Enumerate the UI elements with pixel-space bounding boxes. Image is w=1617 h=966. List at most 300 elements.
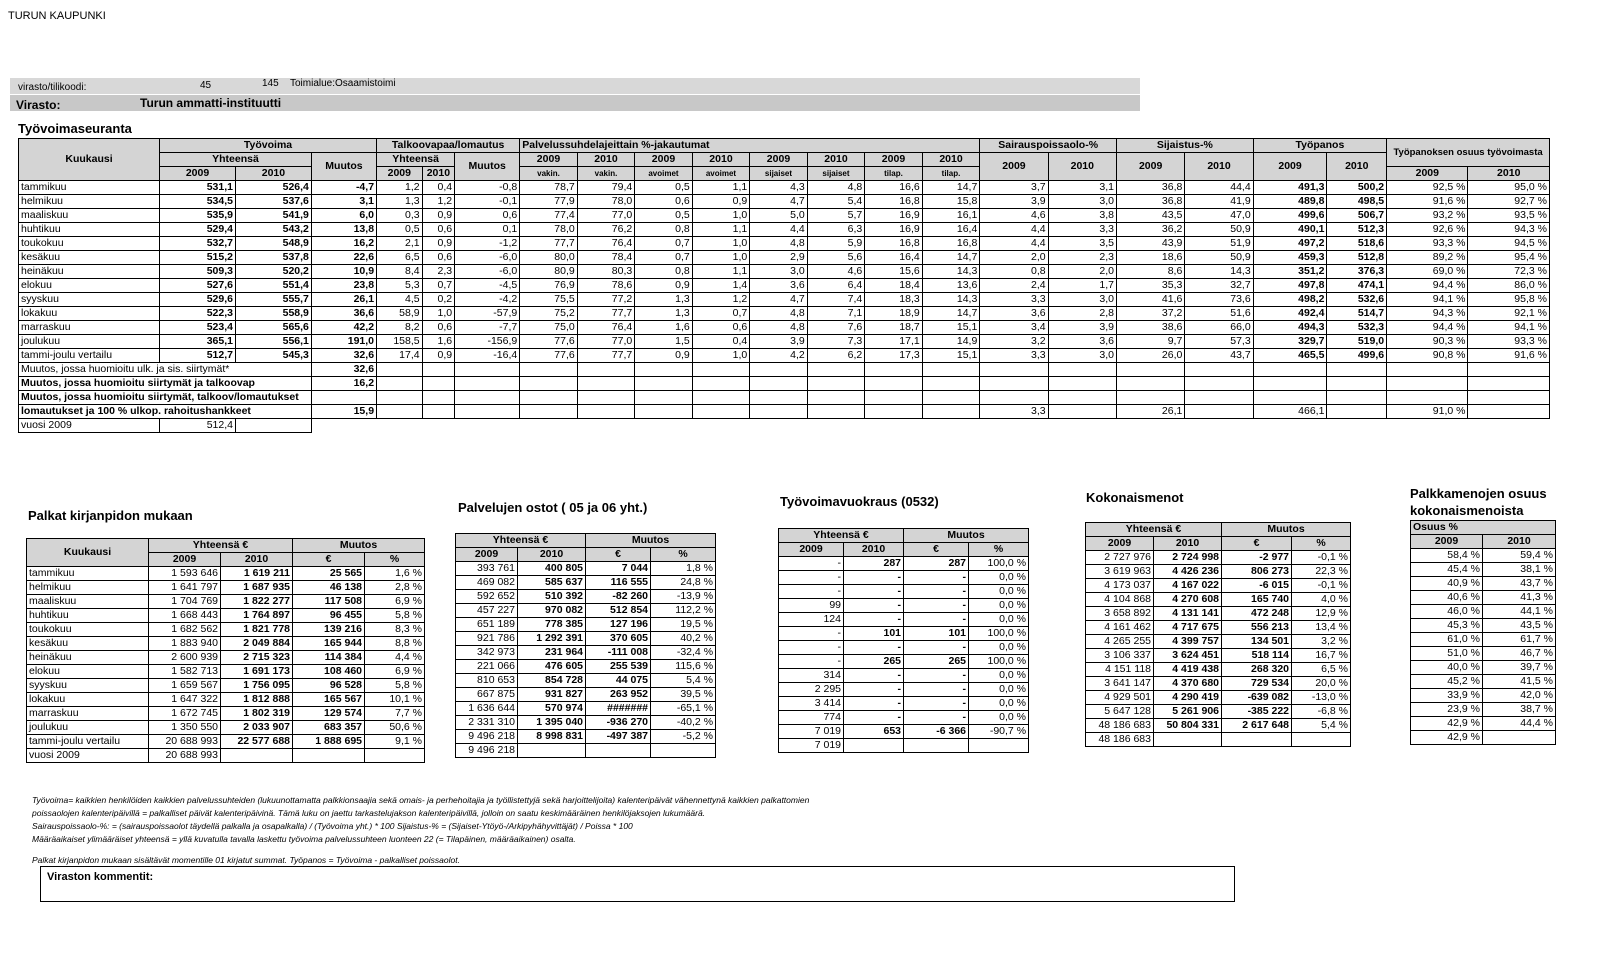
palkat-cell: 1 888 695 <box>293 735 365 749</box>
palkat-cell: 4,4 % <box>365 651 425 665</box>
menot-cell: -0,1 % <box>1292 579 1351 593</box>
palkat-cell: 50,6 % <box>365 721 425 735</box>
osuus-cell: 42,0 % <box>1483 689 1556 703</box>
main-cell: -57,9 <box>455 307 520 321</box>
main-cell: 1,1 <box>692 223 750 237</box>
palkat-row <box>27 609 425 623</box>
vuokraus-cell: - <box>904 599 969 613</box>
main-cell: 16,9 <box>865 223 923 237</box>
ostot-cell: 24,8 % <box>651 576 716 590</box>
vuokraus-cell: 774 <box>779 711 844 725</box>
main-cell: 0,8 <box>635 265 693 279</box>
menot-cell: 4 399 757 <box>1154 635 1222 649</box>
palkat-th-yht: Yhteensä € <box>149 539 293 553</box>
th-sair-2009: 2009 <box>980 153 1048 181</box>
ostot-cell: 476 605 <box>518 660 586 674</box>
ostot-cell: -5,2 % <box>651 730 716 744</box>
palkat-row <box>27 623 425 637</box>
main-cell: 491,3 <box>1253 181 1327 195</box>
main-cell: 43,7 <box>1185 349 1253 363</box>
main-cell: 0,9 <box>635 349 693 363</box>
main-cell: 18,9 <box>865 307 923 321</box>
main-cell: 76,4 <box>577 237 635 251</box>
vuokraus-cell: - <box>844 683 904 697</box>
main-cell: 72,3 % <box>1468 265 1550 279</box>
extra-cell <box>865 377 923 391</box>
main-cell: 0,5 <box>635 209 693 223</box>
extra-cell <box>692 405 750 419</box>
main-cell: 18,7 <box>865 321 923 335</box>
main-cell: 80,3 <box>577 265 635 279</box>
footnote-4: Määräaikaiset ylimääräiset yhteensä = yllä kuvatulla tavalla laskettu työvoima palvelussuhteen luonteen 22 (= Tilapäinen, määräaikainen) osalta. <box>32 834 576 844</box>
main-row <box>19 335 1550 349</box>
palkat-cell: 1 821 778 <box>221 623 293 637</box>
palkat-row <box>27 581 425 595</box>
main-cell: 4,2 <box>750 349 808 363</box>
main-cell: 0,7 <box>635 251 693 265</box>
main-cell: -0,1 <box>455 195 520 209</box>
main-cell: 4,4 <box>750 223 808 237</box>
extra-cell <box>1048 405 1116 419</box>
ostot-cell: 8 998 831 <box>518 730 586 744</box>
menot-row <box>1086 607 1351 621</box>
ostot-cell: 127 196 <box>586 618 651 632</box>
osuus-cell: 44,4 % <box>1483 717 1556 731</box>
main-cell: 17,3 <box>865 349 923 363</box>
extra-cell <box>520 391 578 405</box>
extra-cell <box>635 377 693 391</box>
palkat-th-2010: 2010 <box>221 553 293 567</box>
main-cell: 43,5 <box>1116 209 1184 223</box>
main-cell: 4,8 <box>750 321 808 335</box>
main-cell: 558,9 <box>235 307 311 321</box>
palkat-cell: 165 567 <box>293 693 365 707</box>
ostot-cell: 5,4 % <box>651 674 716 688</box>
palkat-cell: 1 582 713 <box>149 665 221 679</box>
osuus-cell: 33,9 % <box>1411 689 1483 703</box>
main-cell: 519,0 <box>1327 335 1387 349</box>
th-tp-2009: 2009 <box>1253 153 1327 181</box>
vuokraus-table <box>778 528 1029 753</box>
extra-cell <box>455 391 520 405</box>
main-row-label: maaliskuu <box>19 209 160 223</box>
main-cell: 474,1 <box>1327 279 1387 293</box>
palkat-cell: maaliskuu <box>27 595 149 609</box>
palkat-cell: 96 455 <box>293 609 365 623</box>
main-cell: 191,0 <box>311 335 376 349</box>
main-cell: 92,5 % <box>1387 181 1468 195</box>
menot-cell: 4 370 680 <box>1154 677 1222 691</box>
th-vakin-2009: 2009 <box>520 153 578 167</box>
vuokraus-row <box>779 613 1029 627</box>
main-cell: 51,6 <box>1185 307 1253 321</box>
palkat-cell: 1,6 % <box>365 567 425 581</box>
main-cell: 9,7 <box>1116 335 1184 349</box>
main-cell: 555,7 <box>235 293 311 307</box>
menot-cell: 518 114 <box>1222 649 1292 663</box>
virasto-name: Turun ammatti-instituutti <box>140 96 282 110</box>
main-cell: 1,3 <box>635 307 693 321</box>
main-cell: 92,6 % <box>1387 223 1468 237</box>
main-cell: 4,6 <box>980 209 1048 223</box>
palkat-cell: 117 508 <box>293 595 365 609</box>
osuus-cell: 46,0 % <box>1411 605 1483 619</box>
main-cell: 41,9 <box>1185 195 1253 209</box>
osuus-cell: 58,4 % <box>1411 549 1483 563</box>
main-cell: 0,6 <box>422 223 455 237</box>
palkat-cell: toukokuu <box>27 623 149 637</box>
palkat-cell: 1 647 322 <box>149 693 221 707</box>
ostot-cell: 510 392 <box>518 590 586 604</box>
palkat-cell: 20 688 993 <box>149 735 221 749</box>
extra-cell <box>377 363 423 377</box>
extra-cell <box>1185 377 1253 391</box>
palkat-cell: 1 682 562 <box>149 623 221 637</box>
main-cell: 15,1 <box>922 349 980 363</box>
main-cell: 76,4 <box>577 321 635 335</box>
th-tk-2010: 2010 <box>422 167 455 181</box>
main-cell: 3,3 <box>1048 223 1116 237</box>
vuokraus-cell: 100,0 % <box>969 627 1029 641</box>
main-cell: 77,0 <box>577 335 635 349</box>
vuokraus-cell: 0,0 % <box>969 571 1029 585</box>
menot-row <box>1086 663 1351 677</box>
extra-cell <box>520 405 578 419</box>
main-cell: 94,3 % <box>1387 307 1468 321</box>
th-palvelussuhde: Palvelussuhdelajeittain %-jakautumat <box>520 139 980 153</box>
main-cell: 492,4 <box>1253 307 1327 321</box>
main-cell: 77,6 <box>520 349 578 363</box>
main-cell: 75,5 <box>520 293 578 307</box>
menot-cell: 5 647 128 <box>1086 705 1154 719</box>
th-yhteensa: Yhteensä <box>160 153 312 167</box>
main-cell: 0,2 <box>422 293 455 307</box>
palkat-cell: 129 574 <box>293 707 365 721</box>
extra-cell <box>422 405 455 419</box>
extra-cell <box>807 377 865 391</box>
main-cell: 158,5 <box>377 335 423 349</box>
main-cell: 8,2 <box>377 321 423 335</box>
main-cell: 7,6 <box>807 321 865 335</box>
vuokraus-cell: 0,0 % <box>969 669 1029 683</box>
palkat-title: Palkat kirjanpidon mukaan <box>28 508 193 523</box>
vuokraus-cell: 287 <box>844 557 904 571</box>
main-cell: 6,3 <box>807 223 865 237</box>
extra-cell <box>1253 391 1327 405</box>
ostot-row <box>456 660 716 674</box>
palkat-cell: 165 944 <box>293 637 365 651</box>
ostot-title: Palvelujen ostot ( 05 ja 06 yht.) <box>458 500 648 515</box>
th-tv-2009: 2009 <box>160 167 236 181</box>
ostot-cell: -40,2 % <box>651 716 716 730</box>
th-tp-2010: 2010 <box>1327 153 1387 181</box>
main-cell: 0,6 <box>692 321 750 335</box>
main-cell: -6,0 <box>455 251 520 265</box>
palkat-cell: 46 138 <box>293 581 365 595</box>
ostot-cell: -111 008 <box>586 646 651 660</box>
main-row <box>19 279 1550 293</box>
main-cell: 77,7 <box>577 349 635 363</box>
main-cell: 497,2 <box>1253 237 1327 251</box>
extra-cell <box>922 391 980 405</box>
main-cell: 78,4 <box>577 251 635 265</box>
main-cell: 1,7 <box>1048 279 1116 293</box>
main-extra-row <box>19 391 1550 405</box>
main-cell: 2,0 <box>980 251 1048 265</box>
extra-cell <box>1468 377 1550 391</box>
palkat-cell <box>293 749 365 763</box>
main-cell: 2,4 <box>980 279 1048 293</box>
extra-cell <box>692 391 750 405</box>
osuus-title1: Palkkamenojen osuus <box>1410 486 1547 501</box>
main-cell: 79,4 <box>577 181 635 195</box>
main-cell: 16,8 <box>865 195 923 209</box>
ostot-cell <box>651 744 716 758</box>
main-cell: 1,0 <box>692 209 750 223</box>
main-cell: 8,6 <box>1116 265 1184 279</box>
main-cell: 16,6 <box>865 181 923 195</box>
palkat-row <box>27 693 425 707</box>
osuus-cell: 59,4 % <box>1483 549 1556 563</box>
extra-cell <box>1048 377 1116 391</box>
main-cell: 14,3 <box>1185 265 1253 279</box>
extra-cell <box>1116 391 1184 405</box>
menot-cell: 4 104 868 <box>1086 593 1154 607</box>
main-row <box>19 223 1550 237</box>
main-cell: 5,4 <box>807 195 865 209</box>
extra-cell <box>865 405 923 419</box>
vuokraus-cell: - <box>904 697 969 711</box>
main-cell: 66,0 <box>1185 321 1253 335</box>
osuus-row <box>1411 633 1556 647</box>
palkat-cell: 6,9 % <box>365 595 425 609</box>
main-cell: 1,5 <box>635 335 693 349</box>
extra-cell <box>635 391 693 405</box>
menot-cell: 729 534 <box>1222 677 1292 691</box>
menot-th-2009: 2009 <box>1086 537 1154 551</box>
main-cell: 0,7 <box>635 237 693 251</box>
extra-cell <box>922 405 980 419</box>
main-cell: 532,7 <box>160 237 236 251</box>
extra-cell <box>750 405 808 419</box>
palkat-cell: 25 565 <box>293 567 365 581</box>
footnote-1: Työvoima= kaikkien henkilöiden kaikkien palvelussuhteiden (lukuunottamatta palkkionsaajia sekä omais- ja perhehoitajia ja työllistettyjä sekä harjoittelijoita) kalenteripäivät vähennettynä kaikkien palkattomien <box>32 795 810 805</box>
palkat-cell: 2 033 907 <box>221 721 293 735</box>
menot-cell: -385 222 <box>1222 705 1292 719</box>
menot-row <box>1086 649 1351 663</box>
menot-cell <box>1292 733 1351 747</box>
menot-cell: 22,3 % <box>1292 565 1351 579</box>
menot-cell: -639 082 <box>1222 691 1292 705</box>
palkat-cell: 1 802 319 <box>221 707 293 721</box>
main-cell: 3,0 <box>750 265 808 279</box>
main-row-label: heinäkuu <box>19 265 160 279</box>
main-cell: 78,0 <box>577 195 635 209</box>
main-cell: 77,0 <box>577 209 635 223</box>
main-cell: 76,9 <box>520 279 578 293</box>
main-cell: 44,4 <box>1185 181 1253 195</box>
main-cell: 2,9 <box>750 251 808 265</box>
main-cell: 92,1 % <box>1468 307 1550 321</box>
ostot-cell: 400 805 <box>518 562 586 576</box>
main-cell: -6,0 <box>455 265 520 279</box>
ostot-cell: 221 066 <box>456 660 518 674</box>
extra-cell <box>750 377 808 391</box>
vuokraus-cell: - <box>844 697 904 711</box>
main-cell: 0,9 <box>635 279 693 293</box>
main-cell: 5,9 <box>807 237 865 251</box>
menot-row <box>1086 733 1351 747</box>
extra-cell <box>455 405 520 419</box>
ostot-cell: 1 292 391 <box>518 632 586 646</box>
menot-th-pct: % <box>1292 537 1351 551</box>
th-vakin-b: vakin. <box>577 167 635 181</box>
ostot-cell: 2 331 310 <box>456 716 518 730</box>
ostot-cell: -32,4 % <box>651 646 716 660</box>
vuosi-value: 512,4 <box>160 419 236 433</box>
menot-row <box>1086 621 1351 635</box>
main-row-label: tammi-joulu vertailu <box>19 349 160 363</box>
extra-cell <box>1468 405 1550 419</box>
palkat-row <box>27 735 425 749</box>
menot-cell: 13,4 % <box>1292 621 1351 635</box>
main-cell: 498,5 <box>1327 195 1387 209</box>
main-cell: 15,1 <box>922 321 980 335</box>
vuokraus-row <box>779 697 1029 711</box>
ostot-cell: 9 496 218 <box>456 744 518 758</box>
main-cell: 6,5 <box>377 251 423 265</box>
osuus-row <box>1411 563 1556 577</box>
main-cell: 7,4 <box>807 293 865 307</box>
palkat-cell: 1 659 567 <box>149 679 221 693</box>
footnote-2: poissaolojen kalenteripäivillä = palkalliset päivät kalenteripäivinä. Tämä luku on jaettu tarkastelujakson kalenteripäivillä, jolloin on saatu keskimääräinen henkilöjaksojen lukumäärä. <box>32 808 706 818</box>
main-cell: 0,8 <box>635 223 693 237</box>
ostot-cell: 570 974 <box>518 702 586 716</box>
th-sijaiset-2010: 2010 <box>807 153 865 167</box>
main-cell: 90,3 % <box>1387 335 1468 349</box>
th-sijaiset-b: sijaiset <box>807 167 865 181</box>
main-cell: 3,2 <box>980 335 1048 349</box>
main-cell: 3,4 <box>980 321 1048 335</box>
extra-cell <box>1468 363 1550 377</box>
main-cell: 16,8 <box>865 237 923 251</box>
palkat-cell: 1 883 940 <box>149 637 221 651</box>
palkat-cell: 683 357 <box>293 721 365 735</box>
palkat-row <box>27 749 425 763</box>
osuus-row <box>1411 619 1556 633</box>
vuokraus-th-yht: Yhteensä € <box>779 529 904 543</box>
ostot-th-eur: € <box>586 548 651 562</box>
main-row <box>19 251 1550 265</box>
palkat-cell: 1 672 745 <box>149 707 221 721</box>
ostot-cell: 585 637 <box>518 576 586 590</box>
ostot-row <box>456 702 716 716</box>
palkat-row <box>27 679 425 693</box>
menot-cell: 3 658 892 <box>1086 607 1154 621</box>
main-cell: 8,4 <box>377 265 423 279</box>
palkat-row <box>27 567 425 581</box>
vuokraus-cell: 100,0 % <box>969 557 1029 571</box>
th-tilap-2009: 2009 <box>865 153 923 167</box>
vuokraus-cell: 0,0 % <box>969 697 1029 711</box>
main-row <box>19 195 1550 209</box>
palkat-cell: 1 764 897 <box>221 609 293 623</box>
palkat-th-2009: 2009 <box>149 553 221 567</box>
menot-cell: 2 617 648 <box>1222 719 1292 733</box>
main-cell: 3,0 <box>1048 195 1116 209</box>
main-cell: 94,4 % <box>1387 279 1468 293</box>
vuosi-row <box>19 419 1550 433</box>
vuokraus-cell: - <box>779 571 844 585</box>
vuokraus-cell: - <box>904 641 969 655</box>
extra-cell <box>922 377 980 391</box>
comments-box[interactable] <box>40 866 1235 902</box>
palkat-cell: 1 822 277 <box>221 595 293 609</box>
vuokraus-cell: 0,0 % <box>969 641 1029 655</box>
main-cell: 17,1 <box>865 335 923 349</box>
menot-cell: 48 186 683 <box>1086 733 1154 747</box>
vuokraus-cell: - <box>779 627 844 641</box>
main-cell: 498,2 <box>1253 293 1327 307</box>
main-cell: 14,7 <box>922 251 980 265</box>
main-cell: 514,7 <box>1327 307 1387 321</box>
main-cell: 0,9 <box>422 237 455 251</box>
palkat-cell: 6,9 % <box>365 665 425 679</box>
palkat-row <box>27 651 425 665</box>
extra-cell <box>865 363 923 377</box>
menot-cell: 20,0 % <box>1292 677 1351 691</box>
vuokraus-cell: 101 <box>904 627 969 641</box>
palkat-cell: vuosi 2009 <box>27 749 149 763</box>
extra-cell <box>520 363 578 377</box>
main-cell: 16,1 <box>922 209 980 223</box>
main-cell: 89,2 % <box>1387 251 1468 265</box>
vuokraus-cell: 0,0 % <box>969 599 1029 613</box>
main-cell: 77,9 <box>520 195 578 209</box>
vuosi-label: vuosi 2009 <box>19 419 160 433</box>
osuus-cell: 51,0 % <box>1411 647 1483 661</box>
ostot-row <box>456 674 716 688</box>
main-cell: 7,1 <box>807 307 865 321</box>
main-cell: 18,6 <box>1116 251 1184 265</box>
extra-cell <box>922 363 980 377</box>
th-os-2010: 2010 <box>1468 167 1550 181</box>
menot-cell: 4 167 022 <box>1154 579 1222 593</box>
menot-cell: 5,4 % <box>1292 719 1351 733</box>
vuokraus-row <box>779 557 1029 571</box>
main-row <box>19 265 1550 279</box>
menot-row <box>1086 565 1351 579</box>
main-cell: 15,6 <box>865 265 923 279</box>
palkat-cell: tammikuu <box>27 567 149 581</box>
main-cell: 22,6 <box>311 251 376 265</box>
main-cell: 18,3 <box>865 293 923 307</box>
main-cell: 32,6 <box>311 349 376 363</box>
main-cell: 14,3 <box>922 293 980 307</box>
extra-cell <box>1116 377 1184 391</box>
extra-cell <box>1185 363 1253 377</box>
palkat-cell: 20 688 993 <box>149 749 221 763</box>
main-cell: 529,4 <box>160 223 236 237</box>
osuus-th-2010: 2010 <box>1483 535 1556 549</box>
main-cell: 4,8 <box>807 181 865 195</box>
main-cell: 94,1 % <box>1387 293 1468 307</box>
osuus-row <box>1411 731 1556 745</box>
main-cell: 0,8 <box>980 265 1048 279</box>
extra-cell <box>422 391 455 405</box>
vuokraus-cell: - <box>779 585 844 599</box>
extra-cell <box>1048 391 1116 405</box>
